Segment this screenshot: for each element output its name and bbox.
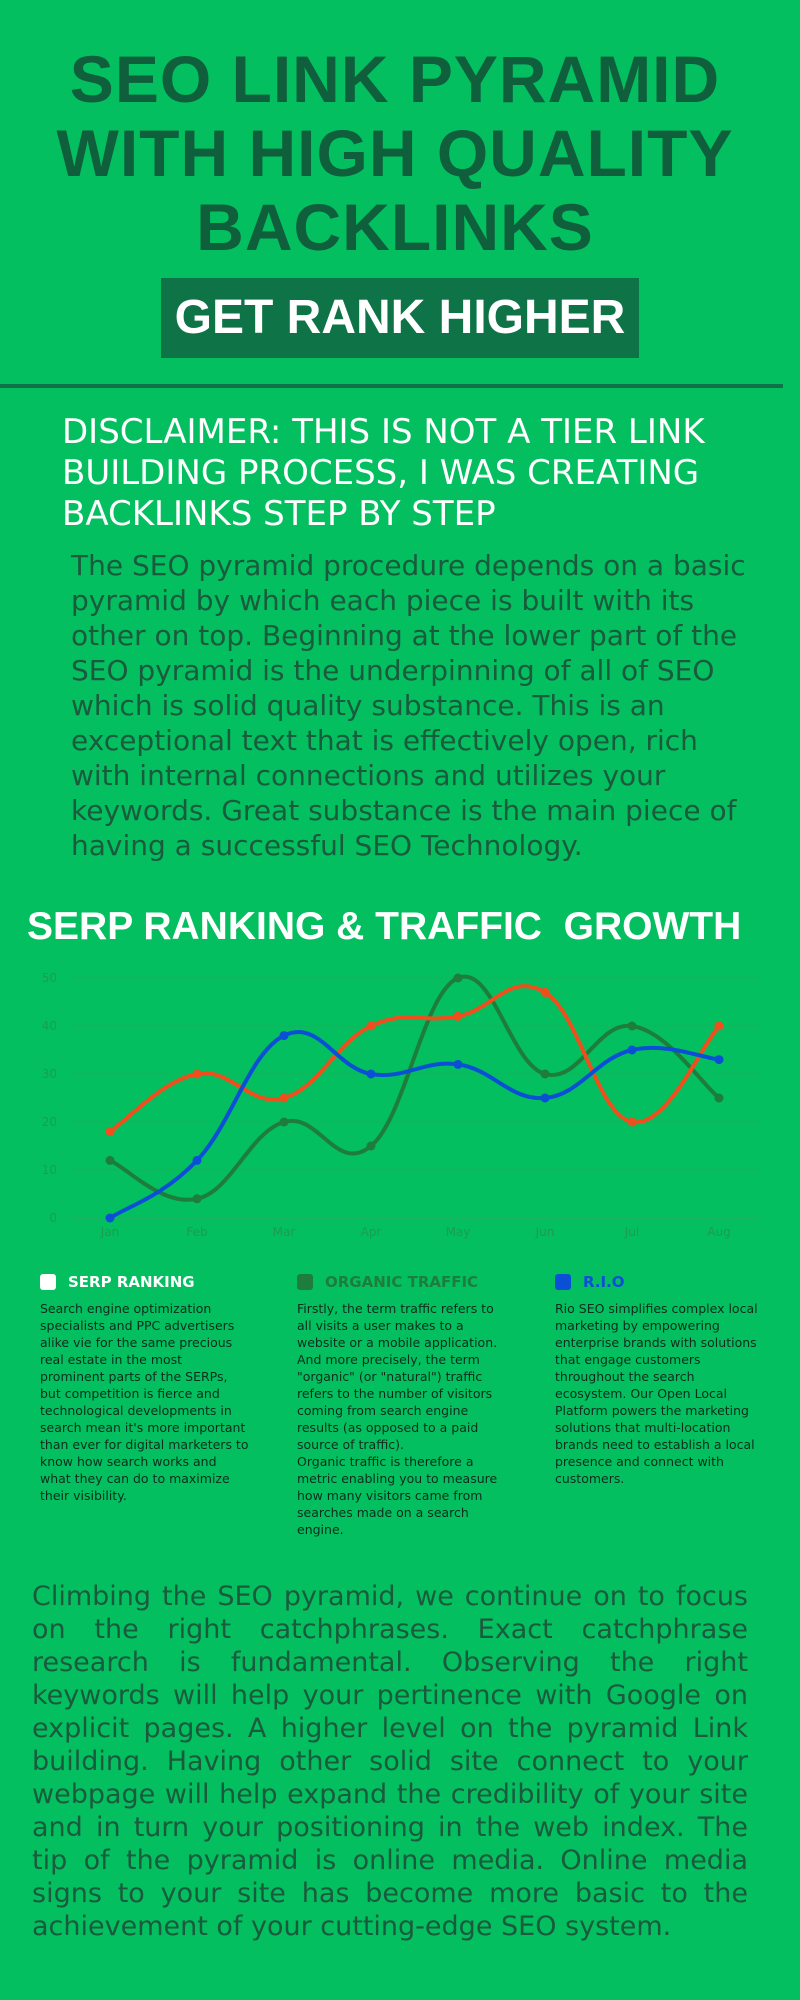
- legend-label-organic-traffic: ORGANIC TRAFFIC: [325, 1273, 479, 1291]
- chart-title: SERP RANKING & TRAFFIC GROWTH: [27, 905, 742, 948]
- legend-label-rio: R.I.O: [583, 1273, 625, 1291]
- x-tick-label: Mar: [272, 1225, 296, 1239]
- disclaimer-heading: DISCLAIMER: THIS IS NOT A TIER LINK BUILDING PROCESS, I WAS CREATING BACKLINKS STEP BY STEP: [62, 412, 705, 534]
- data-point-r-i-o: [106, 1214, 115, 1223]
- x-tick-label: Apr: [360, 1225, 382, 1239]
- y-tick-label: 20: [41, 1115, 57, 1129]
- data-point-r-i-o: [541, 1094, 550, 1103]
- legend-rio: [555, 1270, 765, 1487]
- legend-text-rio: Rio SEO simplifies complex local marketing by empowering enterprise brands with solutions that engage customers throughout the search ecosystem. Our Open Local Platform powers the marketing solutions that multi-location brands need to establish a local presence and connect with customers.: [555, 1301, 758, 1486]
- legend-text-organic-traffic: Firstly, the term traffic refers to all visits a user makes to a website or a mobile application. And more precisely, the term "organic" (or "natural") traffic refers to the number of visitors coming from search engine results (as opposed to a paid source of traffic). Organic traffic is therefore a metric enabling you to measure how many visitors came from searches made on a search engine.: [297, 1301, 498, 1537]
- data-point-serp-ranking: [280, 1094, 289, 1103]
- data-point-organic-traffic: [193, 1194, 202, 1203]
- y-tick-label: 40: [41, 1019, 57, 1033]
- intro-paragraph: The SEO pyramid procedure depends on a basic pyramid by which each piece is built with its other on top. Beginning at the lower part of the SEO pyramid is the underpinning of all of SEO which is solid quality substance. This is an exceptional text that is effectively open, rich with internal connections and utilizes your keywords. Great substance is the main piece of having a successful SEO Technology.: [71, 549, 746, 862]
- x-tick-label: Jul: [624, 1225, 640, 1239]
- legend-organic-traffic: [297, 1270, 507, 1538]
- data-point-organic-traffic: [367, 1142, 376, 1151]
- data-point-r-i-o: [715, 1055, 724, 1064]
- x-tick-label: Jan: [100, 1225, 120, 1239]
- legend-swatch-serp-ranking: [40, 1274, 56, 1290]
- data-point-serp-ranking: [193, 1070, 202, 1079]
- legend-text-serp-ranking: Search engine optimization specialists and PPC advertisers alike vie for the same precious real estate in the most prominent parts of the SERPs, but competition is fierce and technological developments in search mean it's more important than ever for digital marketers to know how search works and what they can do to maximize their visibility.: [40, 1301, 249, 1503]
- legend-label-serp-ranking: SERP RANKING: [68, 1273, 195, 1291]
- y-tick-label: 50: [41, 971, 57, 985]
- data-point-organic-traffic: [628, 1022, 637, 1031]
- legend-swatch-rio: [555, 1274, 571, 1290]
- legend-swatch-organic-traffic: [297, 1274, 313, 1290]
- data-point-organic-traffic: [715, 1094, 724, 1103]
- data-point-organic-traffic: [280, 1118, 289, 1127]
- data-point-r-i-o: [280, 1031, 289, 1040]
- y-tick-label: 30: [41, 1067, 57, 1081]
- data-point-serp-ranking: [541, 988, 550, 997]
- get-rank-higher-button[interactable]: GET RANK HIGHER: [161, 278, 639, 358]
- x-tick-label: Feb: [186, 1225, 208, 1239]
- data-point-organic-traffic: [541, 1070, 550, 1079]
- data-point-serp-ranking: [367, 1022, 376, 1031]
- data-point-organic-traffic: [106, 1156, 115, 1165]
- data-point-serp-ranking: [715, 1022, 724, 1031]
- data-point-r-i-o: [628, 1046, 637, 1055]
- outro-paragraph: Climbing the SEO pyramid, we continue on to focus on the right catchphrases. Exact catchphrase research is fundamental. Observing the right keywords will help your pertinence with Google on explicit pages. A higher level on the pyramid Link building. Having other solid site connect to your webpage will help expand the credibility of your site and in turn your positioning in the web index. The tip of the pyramid is online media. Online media signs to your site has become more basic to the achievement of your cutting-edge SEO system.: [32, 1581, 748, 1942]
- page-title: SEO LINK PYRAMID WITH HIGH QUALITY BACKLINKS: [56, 42, 734, 264]
- data-point-serp-ranking: [106, 1127, 115, 1136]
- x-tick-label: Jun: [535, 1225, 555, 1239]
- data-point-r-i-o: [454, 1060, 463, 1069]
- legend-serp-ranking: [40, 1270, 250, 1504]
- y-tick-label: 10: [41, 1163, 57, 1177]
- data-point-r-i-o: [367, 1070, 376, 1079]
- data-point-organic-traffic: [454, 974, 463, 983]
- data-point-r-i-o: [193, 1156, 202, 1165]
- series-line-organic-traffic: [110, 977, 719, 1200]
- data-point-serp-ranking: [628, 1118, 637, 1127]
- x-tick-label: May: [445, 1225, 471, 1239]
- divider: [0, 384, 783, 388]
- x-tick-label: Aug: [707, 1225, 731, 1239]
- y-tick-label: 0: [49, 1211, 57, 1225]
- data-point-serp-ranking: [454, 1012, 463, 1021]
- line-chart: [0, 960, 800, 1250]
